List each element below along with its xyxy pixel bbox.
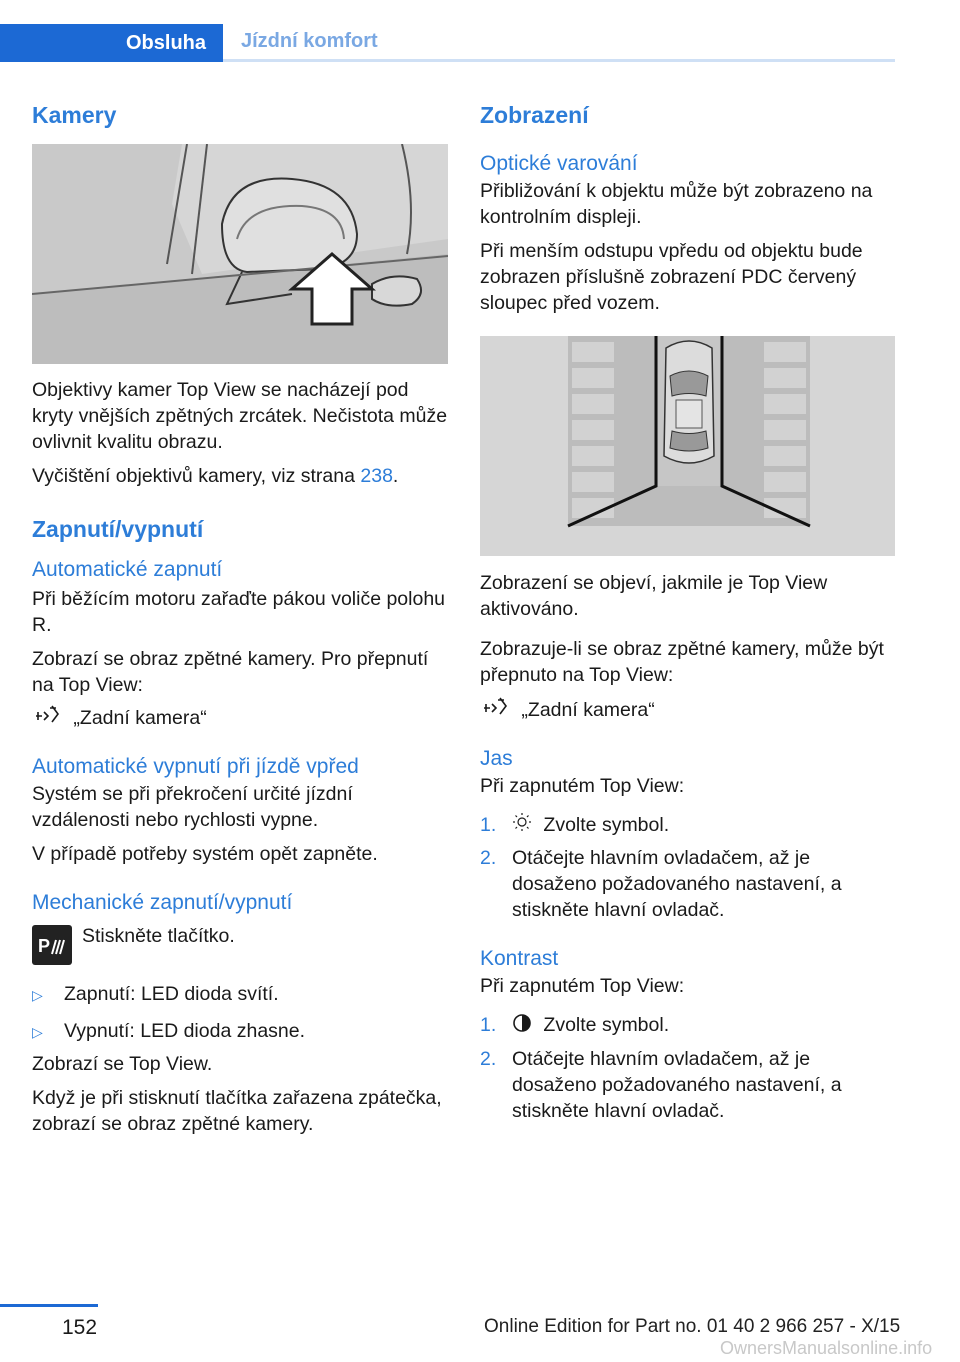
kontrast-step (480, 1046, 896, 1124)
para-priblizovani: Přibližování k objektu může být zobrazeno na kontrolním displeji. (480, 180, 873, 228)
mirror-camera-illustration (32, 144, 448, 364)
heading-automaticke-vypnuti: Automatické vypnutí při jízdě vpřed (32, 755, 359, 778)
para-zobrazeni-se-objevi: Zobrazení se objeví, jakmile je Top View aktivováno. (480, 572, 828, 620)
bullet-triangle-icon: ▷ (32, 1024, 43, 1040)
step-number: 1. (480, 814, 497, 836)
heading-zapnuti-vypnuti: Zapnutí/vypnutí (32, 516, 204, 542)
kontrast-step (480, 1012, 896, 1039)
bullet-triangle-icon: ▷ (32, 987, 43, 1003)
camera-switch-line (480, 696, 896, 725)
tab-obsluha[interactable]: Obsluha (0, 24, 223, 62)
footer-accent-line (0, 1304, 98, 1307)
left-column (32, 100, 448, 1137)
rear-camera-icon (480, 696, 510, 725)
svg-text:P: P (38, 936, 51, 956)
park-view-button-icon (32, 925, 72, 965)
para-cisteni-text: Vyčištění objektivů kamery, viz strana (32, 465, 361, 487)
camera-switch-label: „Zadní kamera“ (73, 706, 207, 729)
para-zobrazuje-li: Zobrazuje-li se obraz zpětné kamery, může být přepnuto na Top View: (480, 638, 884, 686)
para-stisknete: Stiskněte tlačítko. (82, 925, 235, 947)
para-opet-zapnete: V případě potřeby systém opět zapněte. (32, 843, 378, 865)
para-zpatecka: Když je při stisknutí tlačítka zařazena zpátečka, zobrazí se obraz zpětné kamery. (32, 1087, 442, 1135)
watermark: OwnersManualsonline.info (720, 1338, 933, 1358)
heading-jas: Jas (480, 747, 513, 770)
camera-switch-label: „Zadní kamera“ (521, 698, 655, 721)
para-mensi-odstup: Při menším odstupu vpředu od objektu bude zobrazen příslušně zobrazení PDC červený sloupec před vozem. (480, 240, 863, 314)
jas-step (480, 812, 896, 839)
step-content (512, 1012, 669, 1039)
para-pri-zapnutem-2: Při zapnutém Top View: (480, 975, 685, 998)
bullet-text: Vypnutí: LED dioda zhasne. (64, 1020, 306, 1042)
step-text: Zvolte symbol. (543, 814, 670, 836)
step-text: Zvolte symbol. (543, 1014, 670, 1037)
jas-step (480, 845, 896, 923)
tab-jizdni-komfort[interactable]: Jízdní komfort (241, 29, 378, 52)
heading-automaticke-zapnuti: Automatické zapnutí (32, 558, 223, 581)
page-reference-link[interactable]: 238 (360, 465, 393, 487)
para-zobrazi-se: Zobrazí se obraz zpětné kamery. Pro přepnutí na Top View: (32, 648, 429, 696)
para-objektivy: Objektivy kamer Top View se nacházejí pod kryty vnějších zpětných zrcátek. Nečistota může ovlivnit kvalitu obrazu. (32, 379, 448, 453)
edition-note: Online Edition for Part no. 01 40 2 966 257 - X/15 (484, 1316, 901, 1337)
bullet-text: Zapnutí: LED dioda svítí. (64, 983, 279, 1005)
brightness-sun-icon (512, 812, 532, 839)
para-system-vypne: Systém se při překročení určité jízdní vzdálenosti nebo rychlosti vypne. (32, 783, 353, 831)
contrast-icon (512, 1013, 532, 1040)
heading-kamery: Kamery (32, 102, 117, 128)
header-tabs (0, 24, 895, 62)
heading-opticke-varovani: Optické varování (480, 152, 638, 175)
para-cisteni (32, 463, 448, 489)
bullet-item (32, 981, 448, 1008)
step-content (512, 812, 669, 839)
rear-camera-icon (32, 704, 62, 733)
page-number: 152 (62, 1316, 98, 1339)
step-number: 2. (480, 1047, 497, 1070)
tab-underline (223, 59, 895, 62)
para-pri-bezicim: Při běžícím motoru zařaďte pákou voliče polohu R. (32, 588, 446, 636)
para-pri-zapnutem: Při zapnutém Top View: (480, 775, 685, 797)
heading-kontrast: Kontrast (480, 947, 559, 971)
para-zobrazi-top-view: Zobrazí se Top View. (32, 1053, 213, 1075)
camera-switch-line (32, 704, 448, 733)
heading-mechanicke: Mechanické zapnutí/vypnutí (32, 891, 293, 914)
right-column (480, 100, 896, 1124)
step-text: Otáčejte hlavním ovladačem, až je dosaženo požadovaného nastavení, a stiskněte hlavní ovladač. (512, 847, 842, 922)
para-cisteni-end: . (392, 465, 399, 487)
top-view-parking-illustration (480, 336, 895, 556)
button-instruction (32, 925, 448, 965)
heading-zobrazeni: Zobrazení (480, 102, 589, 128)
bullet-item (32, 1018, 448, 1045)
step-text: Otáčejte hlavním ovladačem, až je dosaženo požadovaného nastavení, a stiskněte hlavní ovladač. (512, 1047, 842, 1122)
step-number: 1. (480, 1014, 497, 1037)
step-number: 2. (480, 847, 497, 870)
